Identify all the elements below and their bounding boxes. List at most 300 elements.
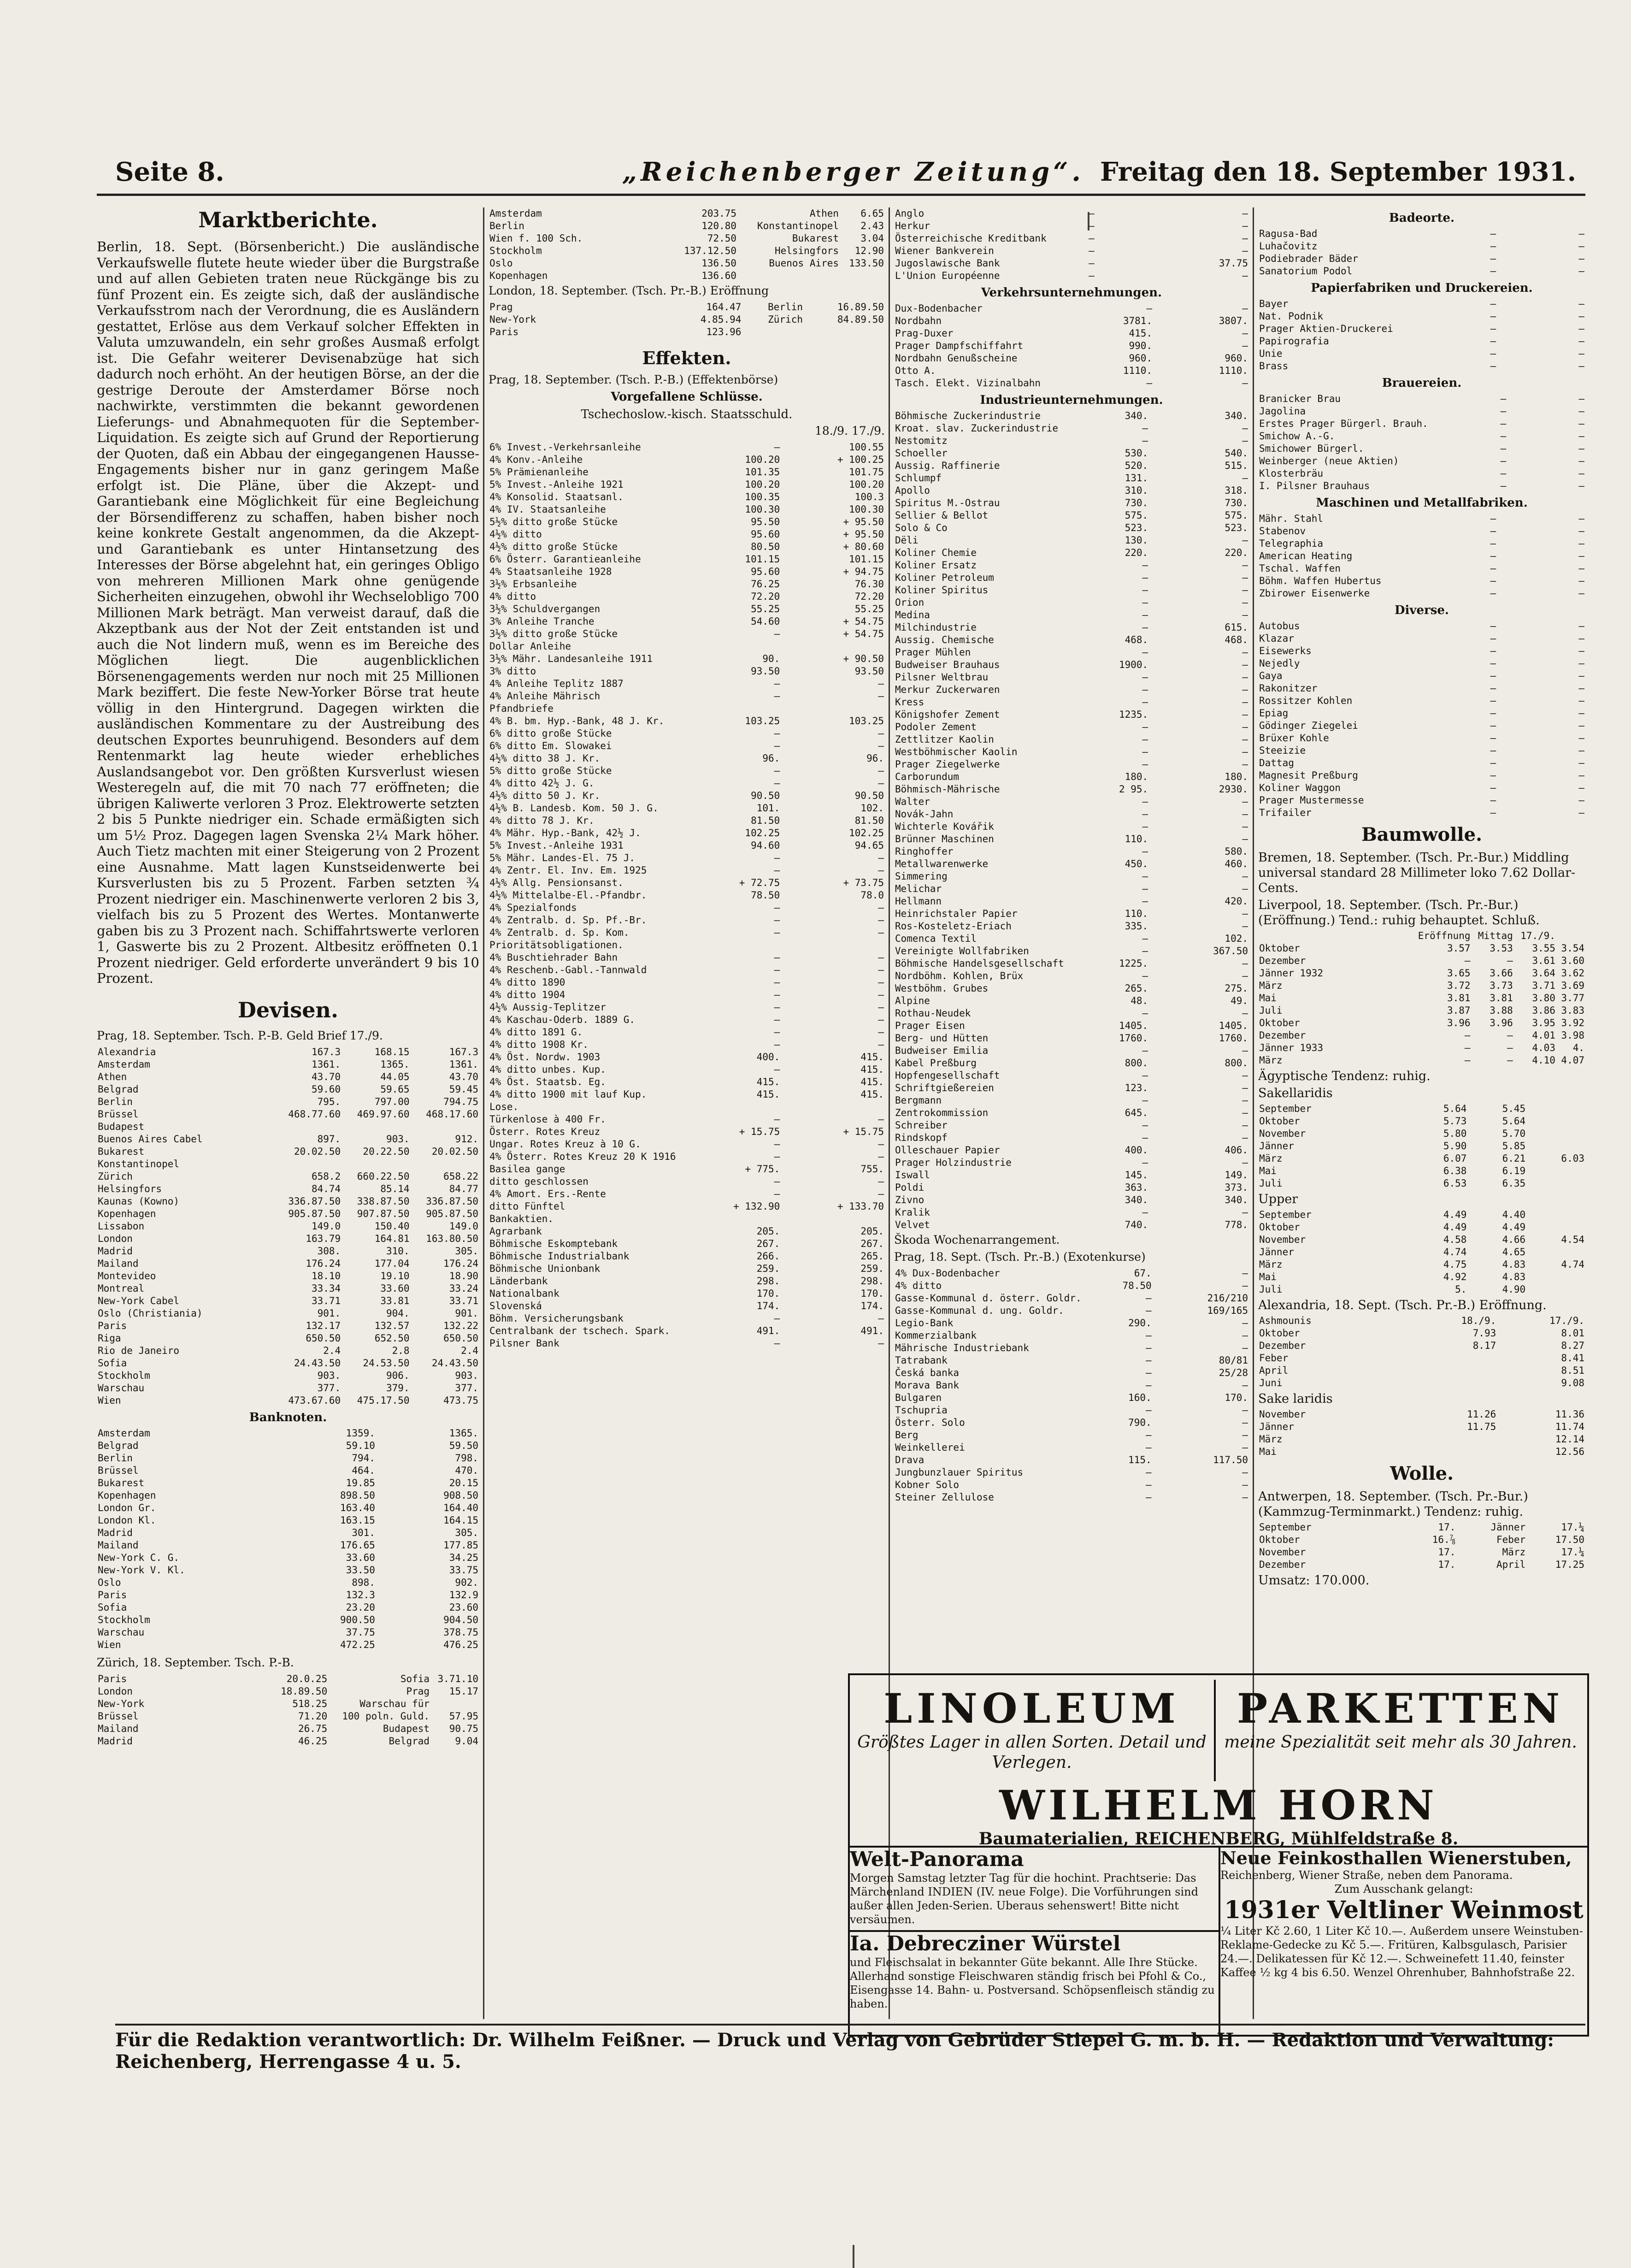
row-value: 26.75 [298,1723,328,1734]
table-row [1258,265,1585,278]
row-value: 132.17 [306,1320,341,1331]
row-value: 400. [1125,1145,1148,1156]
row-label: Klazar [1259,633,1294,644]
row-value: 906. [386,1370,410,1381]
row-value: 340. [1125,410,1148,421]
table-row [1258,1559,1585,1571]
row-label: Westböhm. Grubes [895,983,989,994]
row-value: — [1464,1030,1471,1041]
table-row [489,951,885,964]
table-row [1258,418,1585,430]
row-value: 1760. [1219,1033,1248,1044]
row-label: 4% ditto 1904 [489,989,565,1000]
row-value: 24.43.50 [431,1357,478,1369]
row-label: Prager Holzindustrie [895,1157,1012,1168]
table-row [97,1320,479,1332]
row-label: Kopenhagen [489,270,548,281]
row-label: Unie [1259,348,1283,359]
row-value: 48. [1131,995,1148,1006]
row-value: — [774,442,780,453]
row-label: Simmering [895,871,948,882]
row-value: 904. [386,1307,410,1319]
table-row [489,478,885,491]
row-value: 78.50 [1122,1280,1152,1291]
row-value: — [774,915,780,926]
row-label: Pilsner Bank [489,1338,559,1349]
row-label: Legio-Bank [895,1317,954,1329]
row-value: 33.71 [449,1295,478,1306]
row-value: Konstantinopel [757,220,839,231]
row-value: 650.50 [443,1332,478,1344]
row-value: 778. [1225,1219,1248,1230]
row-value: 3.95 [1532,1017,1555,1028]
row-value: 378.75 [443,1626,478,1638]
table-row [1258,1283,1585,1296]
table-row [97,1452,479,1465]
row-value: 149.0 [311,1220,341,1232]
table-row [1258,757,1585,769]
row-value: 3.61 [1532,955,1555,966]
row-label: Österreichische Kreditbank [895,233,1047,244]
row-value: 3.73 [1490,980,1513,991]
row-value: 71.20 [298,1710,328,1722]
skoda-line: Škoda Wochenarrangement. [894,1233,1060,1246]
row-value: — [1142,435,1148,446]
row-label: 4% Reschenb.-Gabl.-Tannwald [489,964,647,975]
row-label: Juni [1259,1377,1283,1388]
row-label: Jänner [1259,1246,1294,1258]
row-value: 336.87.50 [426,1195,478,1207]
table-row [97,1564,479,1577]
row-value: 335. [1125,921,1148,932]
row-value: — [1490,620,1496,632]
table-row [1258,992,1585,1004]
table-row [894,833,1249,845]
row-label: Rindskopf [895,1132,948,1143]
row-value: 20.0.25 [286,1673,328,1684]
row-value: 470. [455,1465,478,1476]
row-label: Prag [489,301,513,313]
row-value: — [1146,303,1153,314]
row-value: 7.93 [1472,1328,1496,1339]
row-value: 3.92 [1561,1017,1584,1028]
sake-title: Sake laridis [1258,1392,1333,1406]
row-label: Bukarest [98,1477,145,1488]
row-value: 59.10 [346,1440,375,1451]
row-value: 72.20 [854,591,884,602]
row-value [1409,1352,1497,1364]
row-label: Rossitzer Kohlen [1259,695,1353,706]
row-value: 3807. [1219,315,1248,326]
row-value: 167.3 [311,1046,341,1057]
row-label: Juli [1259,1005,1283,1016]
row-value: Zürich [768,314,803,325]
row-value: 2.4 [461,1345,478,1356]
row-value [1409,1377,1497,1389]
row-label: Böhmische Unionbank [489,1263,601,1274]
row-label: Metallwarenwerke [895,858,989,869]
row-label: Wien [98,1394,121,1406]
row-label: März [1259,1153,1283,1164]
panorama-and-wurstel-ads [850,1848,1220,2035]
row-value: — [774,628,780,639]
table-row [894,1367,1249,1379]
row-value: 17.¼ [1561,1522,1584,1533]
table-row [489,727,885,740]
row-value: 336.87.50 [288,1195,341,1207]
table-row [489,1063,885,1076]
verkehr-title: Verkehrsunternehmungen. [981,286,1162,300]
table-row [489,603,885,615]
row-value: 730. [1225,497,1248,508]
row-value: 149.0 [449,1220,478,1232]
row-label: Alexandria [98,1046,156,1057]
row-value: 81.50 [854,815,884,826]
row-value: 136.50 [701,258,737,269]
table-row [489,491,885,503]
table-row [894,709,1249,721]
row-value: — [1142,933,1148,944]
row-value: 103.25 [849,715,884,726]
row-label: Gaya [1259,670,1283,681]
row-value: 205. [756,1226,780,1237]
row-label: Prager Ziegelwerke [895,759,1000,770]
table-row [489,1051,885,1063]
row-label: Tschupria [895,1405,948,1416]
table-row [1258,1177,1585,1190]
row-value: — [1142,560,1148,571]
row-value: — [1142,821,1148,832]
row-value: — [1578,770,1584,781]
row-value: 174. [860,1300,884,1311]
table-row [489,1151,885,1163]
table-row [894,1479,1249,1491]
row-value: 90.50 [751,790,780,801]
row-value: 33.24 [449,1282,478,1294]
table-row [1258,1433,1585,1446]
row-value: 897. [317,1133,341,1145]
row-value: 1110. [1123,365,1153,376]
table-row [1258,732,1585,744]
row-value: 3.71.10 [437,1673,478,1684]
row-value: 170. [1225,1392,1248,1403]
row-label: London Gr. [98,1502,156,1513]
row-label: Amsterdam [98,1058,150,1070]
row-value: — [1578,720,1584,731]
row-value: — [1089,270,1095,281]
row-value: — [1142,896,1148,907]
row-value: 76.30 [854,579,884,590]
row-label: Walter [895,796,930,807]
row-label: Spiritus M.-Ostrau [895,497,1000,508]
row-label: Koliner Spiritus [895,585,989,596]
row-label: Agrarbank [489,1226,542,1237]
row-value: — [1142,945,1148,957]
row-label: Slovenská [489,1300,542,1311]
row-label: Bankaktien. [489,1213,554,1224]
row-value: 259. [860,1263,884,1274]
row-value: 373. [1225,1182,1248,1193]
row-label: Oktober [1259,1328,1300,1339]
table-row [1258,1017,1585,1029]
table-row [1258,1271,1585,1283]
ink-mark [853,2245,854,2268]
table-row [97,1071,479,1083]
row-value: 800. [1125,1057,1148,1069]
row-value [411,1158,479,1170]
row-label: Velvet [895,1219,930,1230]
row-value: — [1500,480,1507,491]
row-value: — [1578,526,1584,537]
table-row [97,1710,479,1723]
row-label: Comenca Textil [895,933,977,944]
row-value: — [1500,455,1507,467]
row-value: 1365. [380,1058,410,1070]
table-row [1258,1103,1585,1115]
banknoten-table [97,1427,479,1651]
row-value: — [1142,734,1148,745]
row-value: + 95.50 [843,529,884,540]
row-label: 4% Öst. Nordw. 1903 [489,1051,601,1063]
table-row [894,509,1249,522]
table-row [489,1213,885,1225]
row-value: — [1146,1342,1152,1353]
table-row [1258,1004,1585,1017]
row-value: 3.98 [1561,1030,1584,1041]
table-row [894,746,1249,758]
row-label: Milchindustrie [895,622,977,633]
row-value: 1405. [1119,1020,1148,1031]
row-value: — [1242,597,1248,608]
row-value: 3.81 [1490,992,1513,1004]
row-value: 660.22.50 [357,1170,410,1182]
row-value: — [1242,809,1248,820]
row-value: — [774,1313,780,1324]
row-label: Dezember [1259,1030,1306,1041]
row-value: 163.80.50 [426,1233,478,1244]
row-value: 2 95. [1119,784,1148,795]
row-value: 415. [860,1064,884,1075]
row-value: Mittag [1478,930,1513,941]
row-value: 3.87 [1447,1005,1471,1016]
row-value: 4.74 [1561,1259,1584,1270]
row-value: 5.70 [1502,1128,1526,1139]
row-value: — [1500,468,1507,479]
row-label: Oktober [1259,943,1300,954]
row-value: — [1146,1492,1152,1503]
row-value: 20.15 [449,1477,478,1488]
row-value: — [1578,695,1584,706]
brau-title: Brauereien. [1382,376,1462,390]
row-value: 132.3 [346,1589,375,1601]
row-label: 4½% ditto 50 J. Kr. [489,790,601,801]
row-value: 3.54 [1561,943,1584,954]
row-value: — [1578,348,1584,359]
row-value: — [1500,431,1507,442]
row-label: Melichar [895,883,942,894]
table-row [97,1382,479,1394]
row-value: 20.02.50 [294,1146,341,1157]
row-label: Berg- und Hütten [895,1033,989,1044]
row-value [677,703,781,715]
row-value: 84.89.50 [837,314,884,325]
row-label [1258,930,1409,942]
row-value: 518.25 [292,1698,328,1709]
row-value: 16.⅞ [1432,1534,1456,1545]
row-value: — [774,778,780,789]
table-row [489,877,885,889]
row-value: 377. [455,1382,478,1394]
row-label: 4% Amort. Ers.-Rente [489,1188,606,1199]
row-label: Orion [895,597,924,608]
table-row [894,422,1249,435]
row-label: Feber [1259,1353,1289,1364]
row-label: Prager Aktien-Druckerei [1259,323,1393,334]
table-row [894,410,1249,422]
row-label: 4% ditto 1908 Kr. [489,1039,589,1050]
row-value: 132.9 [449,1589,478,1601]
wurstel-title: Ia. Debrecziner Würstel [850,1930,1219,1955]
table-row [1258,1152,1585,1165]
row-label: Helsingfors [98,1183,162,1194]
row-label: 5% Prämienanleihe [489,467,589,478]
row-value: 59.50 [449,1440,478,1451]
row-value: — [1578,732,1584,744]
row-value: 491. [756,1325,780,1336]
row-value: 1359. [346,1427,375,1439]
row-label: Vereinigte Wollfabriken [895,945,1029,957]
row-value: 475.17.50 [357,1394,410,1406]
row-label: Athen [98,1071,127,1082]
row-value: 990. [1129,340,1153,351]
row-label: Autobus [1259,620,1300,632]
row-label: Böhmische Industrialbank [489,1251,630,1262]
row-value: 476.25 [443,1639,478,1650]
row-value: — [1490,360,1496,372]
feinkost-title: Neue Feinkosthallen Wienerstuben, [1220,1848,1572,1868]
row-value: — [1578,550,1584,561]
row-value: — [1146,1367,1152,1378]
row-value: — [1242,1492,1248,1503]
div-title: Diverse. [1394,603,1449,617]
table-row [97,1195,479,1208]
row-value: 80.50 [751,541,780,552]
row-value: 132.22 [443,1320,478,1331]
row-value: — [1578,683,1584,694]
row-value: — [1490,633,1496,644]
row-value: — [1142,597,1148,608]
row-value: — [1242,472,1248,484]
row-label: 3½% Schuldvergangen [489,603,601,614]
row-value: 259. [756,1263,780,1274]
row-value: 468.17.60 [426,1108,478,1120]
table-row [1258,695,1585,707]
row-label: Herkur [895,220,930,231]
wolle-title: Wolle. [1390,1463,1454,1484]
table-row [489,740,885,752]
row-value: 8.41 [1561,1353,1584,1364]
row-value: 468. [1125,634,1148,645]
row-value: 1365. [449,1427,478,1439]
row-value: — [1490,757,1496,768]
row-value: — [774,1176,780,1187]
row-value: 84.77 [449,1183,478,1194]
row-value: — [1142,697,1148,708]
row-value: 33.81 [380,1295,410,1306]
row-label: 4% Spezialfonds [489,902,577,913]
bad-title: Badeorte. [1389,211,1455,225]
row-value: 33.60 [380,1282,410,1294]
row-value: März [1502,1547,1526,1558]
row-value [411,1121,479,1133]
row-value: 94.65 [854,840,884,851]
row-value: 795. [317,1096,341,1107]
table-row [489,591,885,603]
row-value: — [1142,1120,1148,1131]
row-value: 6.03 [1561,1153,1584,1164]
table-row [489,802,885,815]
row-label: Gasse-Kommunal d. österr. Goldr. [895,1293,1082,1304]
row-label: Wichterle Kovářik [895,821,994,832]
row-label: 4½% ditto 38 J. Kr. [489,753,601,764]
row-label: Sanatorium Podol [1259,266,1353,277]
issue-date: Freitag den 18. September 1931. [1100,157,1576,187]
row-label: 4% Österr. Rotes Kreuz 20 K 1916 [489,1151,676,1162]
row-label: November [1259,1128,1306,1139]
row-value: 755. [860,1164,884,1175]
row-label: 4% ditto 1890 [489,977,565,988]
table-row [489,703,885,715]
table-row [489,1275,885,1288]
table-row [97,1046,479,1058]
row-value: 794.75 [443,1096,478,1107]
row-label: 4½% Aussig-Teplitzer [489,1002,606,1013]
table-row [894,1082,1249,1094]
parketten-text: meine Spezialität seit mehr als 30 Jahren. [1224,1733,1577,1752]
row-value: — [1490,550,1496,561]
row-value: 340. [1225,410,1248,421]
row-label: Centralbank der tschech. Spark. [489,1325,670,1336]
table-row [1258,1209,1585,1221]
table-row [489,1250,885,1263]
row-label: Oslo [98,1577,121,1588]
table-row [894,957,1249,970]
wurstel-text: und Fleischsalat in bekannter Güte bekannt. Alle Ihre Stücke. Allerhand sonstige Fleischwaren ständig frisch bei Pfohl & Co., Eisengasse 14. Bahn- u. Postversand. Schöpsenfleisch ständig zu haben. [850,1956,1215,2010]
row-value: 59.45 [449,1083,478,1095]
row-value: 132.57 [374,1320,410,1331]
table-row [1258,1352,1585,1364]
row-value: — [1242,585,1248,596]
row-label: New-York Cabel [98,1295,180,1306]
table-row [894,1057,1249,1069]
row-value: — [1242,672,1248,683]
table-row [1258,769,1585,782]
row-label: Madrid [98,1245,133,1257]
row-label: Bergmann [895,1095,942,1106]
row-value: 163.15 [340,1514,375,1526]
row-label: Jänner 1932 [1259,968,1324,979]
row-label: Nationalbank [489,1288,559,1299]
row-label: 4½% Allg. Pensionsanst. [489,877,624,888]
table-row [894,1094,1249,1107]
row-label: Paris [98,1673,127,1684]
row-value: — [1242,833,1248,845]
table-row [1258,1364,1585,1377]
table-row [894,659,1249,671]
row-value: 420. [1225,896,1248,907]
row-value: 650.50 [306,1332,341,1344]
row-value: 18.90 [449,1270,478,1282]
